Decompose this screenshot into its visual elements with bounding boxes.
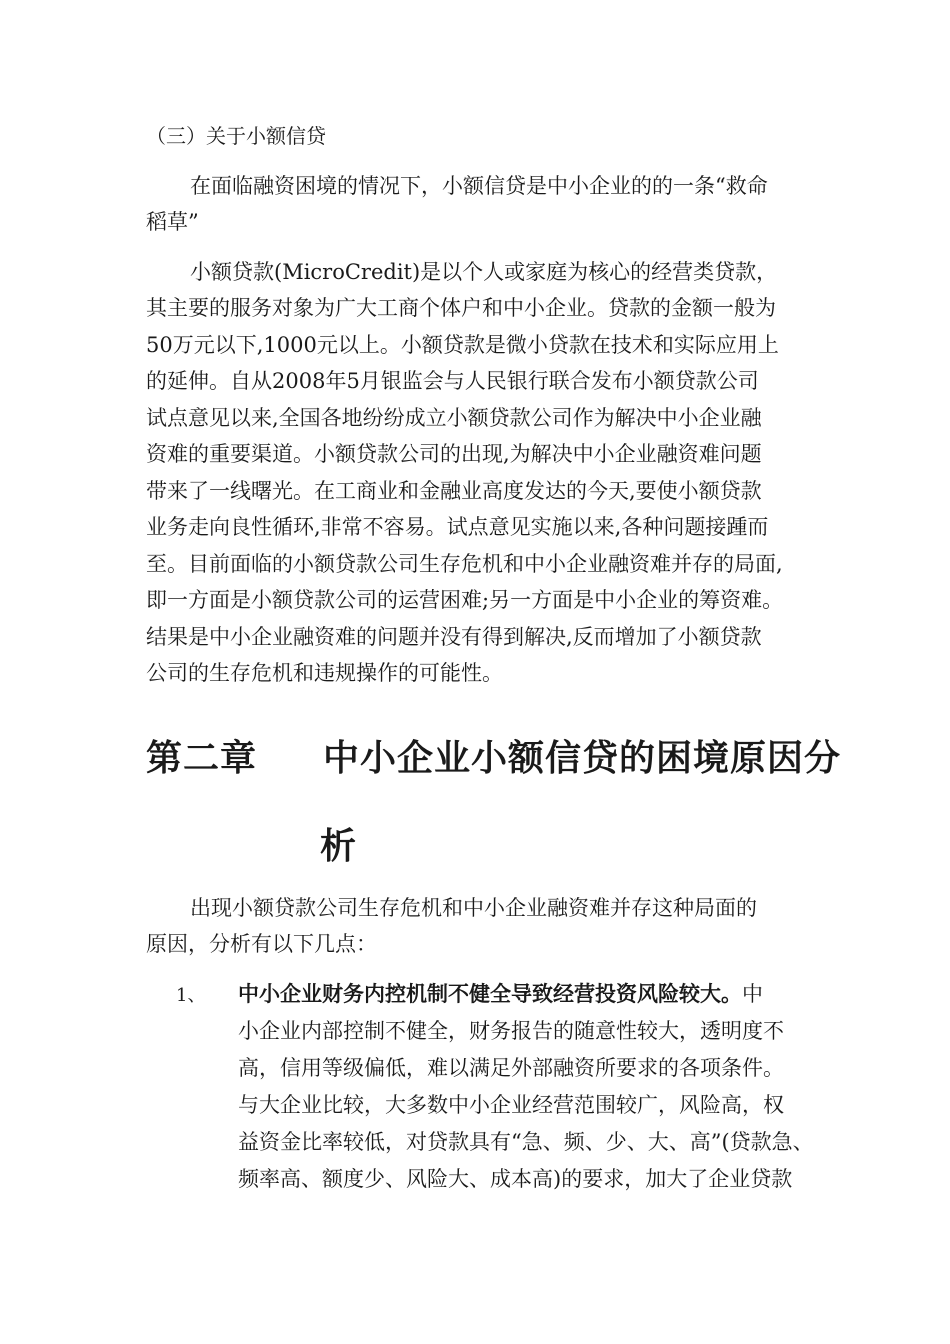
- paragraph-line: 即一方面是小额贷款公司的运营困难;另一方面是中小企业的筹资难。: [146, 588, 784, 612]
- chapter-title-continued: 析: [320, 826, 358, 867]
- paragraph-line: 小额贷款(MicroCredit)是以个人或家庭为核心的经营类贷款，: [190, 260, 778, 284]
- paragraph-line: 结果是中小企业融资难的问题并没有得到解决,反而增加了小额贷款: [146, 625, 762, 649]
- paragraph-line: 的延伸。自从2008年5月银监会与人民银行联合发布小额贷款公司: [146, 369, 759, 393]
- list-item-text: 中: [742, 982, 763, 1006]
- paragraph-line: 稻草”: [146, 210, 199, 234]
- section-subheading: （三）关于小额信贷: [146, 124, 326, 148]
- paragraph-line: 其主要的服务对象为广大工商个体户和中小企业。贷款的金额一般为: [146, 296, 776, 320]
- list-item-line: 小企业内部控制不健全，财务报告的随意性较大，透明度不: [238, 1019, 784, 1043]
- paragraph-line: 原因，分析有以下几点：: [146, 932, 377, 956]
- paragraph-line: 业务走向良性循环,非常不容易。试点意见实施以来,各种问题接踵而: [146, 515, 769, 539]
- paragraph-line: 至。目前面临的小额贷款公司生存危机和中小企业融资难并存的局面,: [146, 552, 783, 576]
- list-item-line: 与大企业比较，大多数中小企业经营范围较广，风险高，权: [238, 1093, 784, 1117]
- paragraph-line: 公司的生存危机和违规操作的可能性。: [146, 661, 503, 685]
- paragraph-line: 50万元以下,1000元以上。小额贷款是微小贷款在技术和实际应用上: [146, 333, 779, 357]
- list-item-line: 频率高、额度少、风险大、成本高)的要求，加大了企业贷款: [238, 1167, 793, 1191]
- list-item-line: 高，信用等级偏低，难以满足外部融资所要求的各项条件。: [238, 1056, 784, 1080]
- paragraph-line: 出现小额贷款公司生存危机和中小企业融资难并存这种局面的: [190, 896, 757, 920]
- chapter-title: 中小企业小额信贷的困境原因分: [323, 738, 842, 779]
- list-item-lead: 中小企业财务内控机制不健全导致经营投资风险较大。: [238, 981, 742, 1006]
- paragraph-line: 资难的重要渠道。小额贷款公司的出现,为解决中小企业融资难问题: [146, 442, 762, 466]
- chapter-heading: [146, 730, 841, 781]
- list-item-line: [238, 976, 763, 1012]
- list-item-line: 益资金比率较低，对贷款具有“急、频、少、大、高”(贷款急、: [238, 1130, 814, 1154]
- chapter-number: 第二章: [146, 738, 258, 779]
- paragraph-line: 带来了一线曙光。在工商业和金融业高度发达的今天,要使小额贷款: [146, 479, 762, 503]
- paragraph-line: 试点意见以来,全国各地纷纷成立小额贷款公司作为解决中小企业融: [146, 406, 762, 430]
- list-item-number: 1、: [176, 985, 206, 1006]
- paragraph-line: 在面临融资困境的情况下，小额信贷是中小企业的的一条“救命: [190, 174, 768, 198]
